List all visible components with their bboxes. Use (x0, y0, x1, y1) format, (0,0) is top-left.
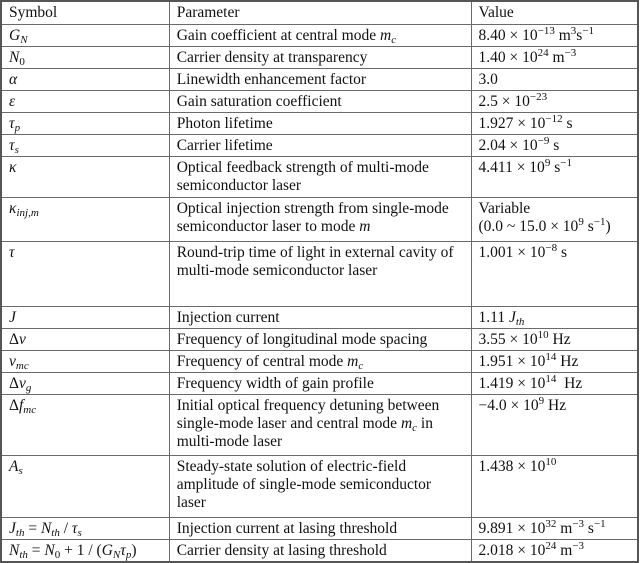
symbol-cell (1, 328, 169, 350)
parameter-cell: Frequency width of gain profile (169, 372, 471, 394)
value-exponent: −9 (537, 134, 550, 147)
value-range (478, 215, 630, 236)
value-exponent: 9 (578, 215, 584, 228)
parameter-cell: Gain saturation coefficient (169, 90, 471, 112)
parameter-var: m (379, 26, 392, 44)
value-exponent: −3 (564, 46, 577, 59)
symbol-subscript: mc (23, 403, 37, 416)
symbol-cell: J (1, 306, 169, 328)
symbol-text: G (9, 26, 21, 44)
value-cell (471, 539, 638, 562)
symbol-subscript: N (20, 33, 28, 46)
symbol-cell (1, 46, 169, 68)
symbol-cell (1, 394, 169, 455)
value-text: 8.40 × 10 (478, 26, 538, 44)
symbol-text: N (44, 541, 55, 559)
value-exponent: 10 (545, 455, 557, 468)
symbol-cell: τ (1, 241, 169, 306)
value-unit: s (550, 158, 561, 176)
value-exponent: −12 (545, 112, 563, 125)
symbol-subscript: p (125, 548, 132, 561)
symbol-cell (1, 134, 169, 156)
symbol-text: f (18, 396, 24, 414)
symbol-text: N (9, 541, 20, 559)
parameter-cell (169, 24, 471, 46)
symbol-cell: ε (1, 90, 169, 112)
symbol-cell (1, 112, 169, 134)
table-row (1, 328, 638, 350)
parameter-cell: Optical feedback strength of multi-mode semiconductor laser (169, 156, 471, 197)
symbol-subscript: 0 (19, 55, 25, 68)
symbol-text: N (9, 48, 20, 66)
parameter-subscript: c (412, 421, 418, 434)
parameter-cell (169, 197, 471, 241)
parameter-subscript: c (391, 33, 397, 46)
parameter-var: m (359, 217, 371, 235)
value-unit: m (556, 541, 573, 559)
symbol-subscript: mc (15, 359, 29, 372)
equals-sign: = (24, 519, 41, 537)
symbol-text: τ (9, 136, 15, 154)
value-text: 4.411 × 10 (478, 158, 545, 176)
symbol-subscript: s (77, 526, 82, 539)
table-row (1, 134, 638, 156)
value-unit: s (549, 136, 560, 154)
value-text: 3.55 × 10 (478, 330, 538, 348)
formula-paren: ) (131, 541, 137, 559)
value-cell: 3.0 (471, 68, 638, 90)
symbol-subscript: s (14, 143, 19, 156)
value-unit: Hz (556, 352, 579, 370)
value-exponent: −1 (593, 215, 606, 228)
parameter-text: Optical injection strength from single-mode semiconductor laser to mode (176, 199, 449, 235)
value-cell (471, 112, 638, 134)
table-row (1, 241, 638, 306)
symbol-subscript: th (51, 526, 60, 539)
parameter-var: m (400, 414, 413, 432)
table-row (1, 517, 638, 539)
value-var: J (508, 308, 516, 326)
value-cell (471, 306, 638, 328)
symbol-text: J (9, 519, 16, 537)
value-exponent: 3 (570, 24, 577, 37)
value-cell (471, 517, 638, 539)
parameter-cell: Frequency of longitudinal mode spacing (169, 328, 471, 350)
value-text: 2.5 × 10 (478, 92, 530, 110)
parameter-cell (169, 350, 471, 372)
table-row (1, 455, 638, 517)
parameter-cell: Carrier density at transparency (169, 46, 471, 68)
value-cell (471, 328, 638, 350)
value-exponent: −13 (537, 24, 555, 37)
parameter-cell: Injection current (169, 306, 471, 328)
symbol-text: τ (71, 519, 78, 537)
symbol-subscript: p (14, 121, 21, 134)
value-text: 1.438 × 10 (478, 457, 546, 475)
value-cell (471, 134, 638, 156)
value-cell (471, 241, 638, 306)
value-unit: s (557, 243, 568, 261)
value-unit: Hz (544, 396, 567, 414)
value-cell (471, 372, 638, 394)
symbol-cell (1, 539, 169, 562)
value-exponent: −3 (572, 539, 585, 552)
value-text: (0.0 ~ 15.0 × 10 (478, 217, 579, 235)
parameter-cell: Injection current at lasing threshold (169, 517, 471, 539)
symbol-subscript: th (19, 548, 28, 561)
value-cell (471, 197, 638, 241)
delta-symbol: Δ (9, 374, 19, 392)
delta-symbol: Δ (9, 330, 19, 348)
delta-symbol: Δ (9, 396, 19, 414)
table-row (1, 46, 638, 68)
table-row (1, 539, 638, 562)
value-text: 9.891 × 10 (478, 519, 546, 537)
symbol-cell (1, 24, 169, 46)
value-cell (471, 46, 638, 68)
value-text: 1.927 × 10 (478, 114, 546, 132)
parameter-text: Frequency of central mode (176, 352, 348, 370)
parameter-cell: Round-trip time of light in external cavity of multi-mode semiconductor laser (169, 241, 471, 306)
parameter-cell: Steady-state solution of electric-field amplitude of single-mode semiconductor laser (169, 455, 471, 517)
value-text: 1.419 × 10 (478, 374, 546, 392)
symbol-cell (1, 350, 169, 372)
symbol-text: ν (9, 352, 16, 370)
value-cell (471, 350, 638, 372)
value-exponent: 10 (537, 328, 549, 341)
symbol-text: τ (9, 114, 15, 132)
symbol-subscript: g (25, 381, 32, 394)
table-row (1, 90, 638, 112)
value-exponent: 14 (545, 350, 557, 363)
value-exponent: −1 (582, 24, 595, 37)
formula-operator: + 1 / ( (60, 541, 102, 559)
value-text: −4.0 × 10 (478, 396, 539, 414)
symbol-text: τ (120, 541, 126, 559)
table-row (1, 306, 638, 328)
symbol-cell: κ (1, 156, 169, 197)
symbol-subscript: s (18, 464, 23, 477)
value-unit: m (554, 26, 571, 44)
symbol-text: A (9, 457, 19, 475)
table-header-row (1, 1, 638, 24)
symbol-cell: α (1, 68, 169, 90)
value-text: ) (605, 217, 611, 235)
header-symbol: Symbol (1, 1, 169, 24)
symbol-cell (1, 197, 169, 241)
parameter-cell: Photon lifetime (169, 112, 471, 134)
table-row (1, 372, 638, 394)
symbol-subscript: inj,m (16, 206, 39, 219)
value-cell (471, 394, 638, 455)
symbol-cell (1, 455, 169, 517)
value-exponent: −23 (529, 90, 548, 103)
value-unit: m (556, 519, 573, 537)
symbol-subscript: 0 (54, 548, 61, 561)
table-row (1, 394, 638, 455)
parameter-cell (169, 394, 471, 455)
header-parameter: Parameter (169, 1, 471, 24)
value-exponent: −1 (593, 517, 606, 530)
parameter-text: Gain coefficient at central mode (176, 26, 380, 44)
parameter-text: in multi-mode laser (176, 414, 433, 450)
parameter-subscript: c (358, 359, 364, 372)
value-unit: s (584, 519, 594, 537)
parameter-cell: Carrier density at lasing threshold (169, 539, 471, 562)
table-row (1, 112, 638, 134)
value-unit: s (583, 217, 594, 235)
value-exponent: 14 (545, 372, 557, 385)
divide-sign: / (59, 519, 72, 537)
value-unit: m (548, 48, 565, 66)
value-exponent: 9 (538, 394, 545, 407)
value-text: 2.04 × 10 (478, 136, 538, 154)
value-text: 1.40 × 10 (478, 48, 538, 66)
value-text: 2.018 × 10 (478, 541, 546, 559)
parameter-var: m (347, 352, 359, 370)
symbol-subscript: th (15, 526, 25, 539)
value-text: 1.951 × 10 (478, 352, 546, 370)
symbol-cell (1, 372, 169, 394)
value-unit: s (576, 26, 583, 44)
table-row (1, 24, 638, 46)
parameter-cell: Linewidth enhancement factor (169, 68, 471, 90)
symbol-cell (1, 517, 169, 539)
symbol-text: G (101, 541, 113, 559)
value-exponent: −3 (572, 517, 585, 530)
value-unit: Hz (556, 374, 583, 392)
value-subscript: th (515, 315, 525, 328)
value-text: Variable (478, 199, 531, 217)
value-exponent: 24 (537, 46, 549, 59)
symbol-text: N (40, 519, 52, 537)
value-unit: s (562, 114, 573, 132)
value-cell (471, 455, 638, 517)
value-cell (471, 156, 638, 197)
value-text: 1.001 × 10 (478, 243, 546, 261)
value-exponent: −8 (545, 241, 558, 254)
table-row (1, 350, 638, 372)
value-exponent: 9 (544, 156, 551, 169)
header-value: Value (471, 1, 638, 24)
value-cell (471, 90, 638, 112)
symbol-text: ν (18, 374, 26, 392)
value-cell (471, 24, 638, 46)
table-row (1, 156, 638, 197)
parameter-cell: Carrier lifetime (169, 134, 471, 156)
symbol-text: κ (9, 199, 17, 217)
value-exponent: −1 (560, 156, 572, 169)
parameter-text: Initial optical frequency detuning between single-mode laser and central mode (176, 396, 440, 432)
value-unit: Hz (548, 330, 571, 348)
table-row (1, 197, 638, 241)
value-exponent: 32 (545, 517, 557, 530)
table-row (1, 68, 638, 90)
equals-sign: = (27, 541, 45, 559)
symbol-subscript: N (112, 548, 121, 561)
value-exponent: 24 (545, 539, 557, 552)
value-text: 1.11 (478, 308, 509, 326)
symbol-text: ν (18, 330, 26, 348)
